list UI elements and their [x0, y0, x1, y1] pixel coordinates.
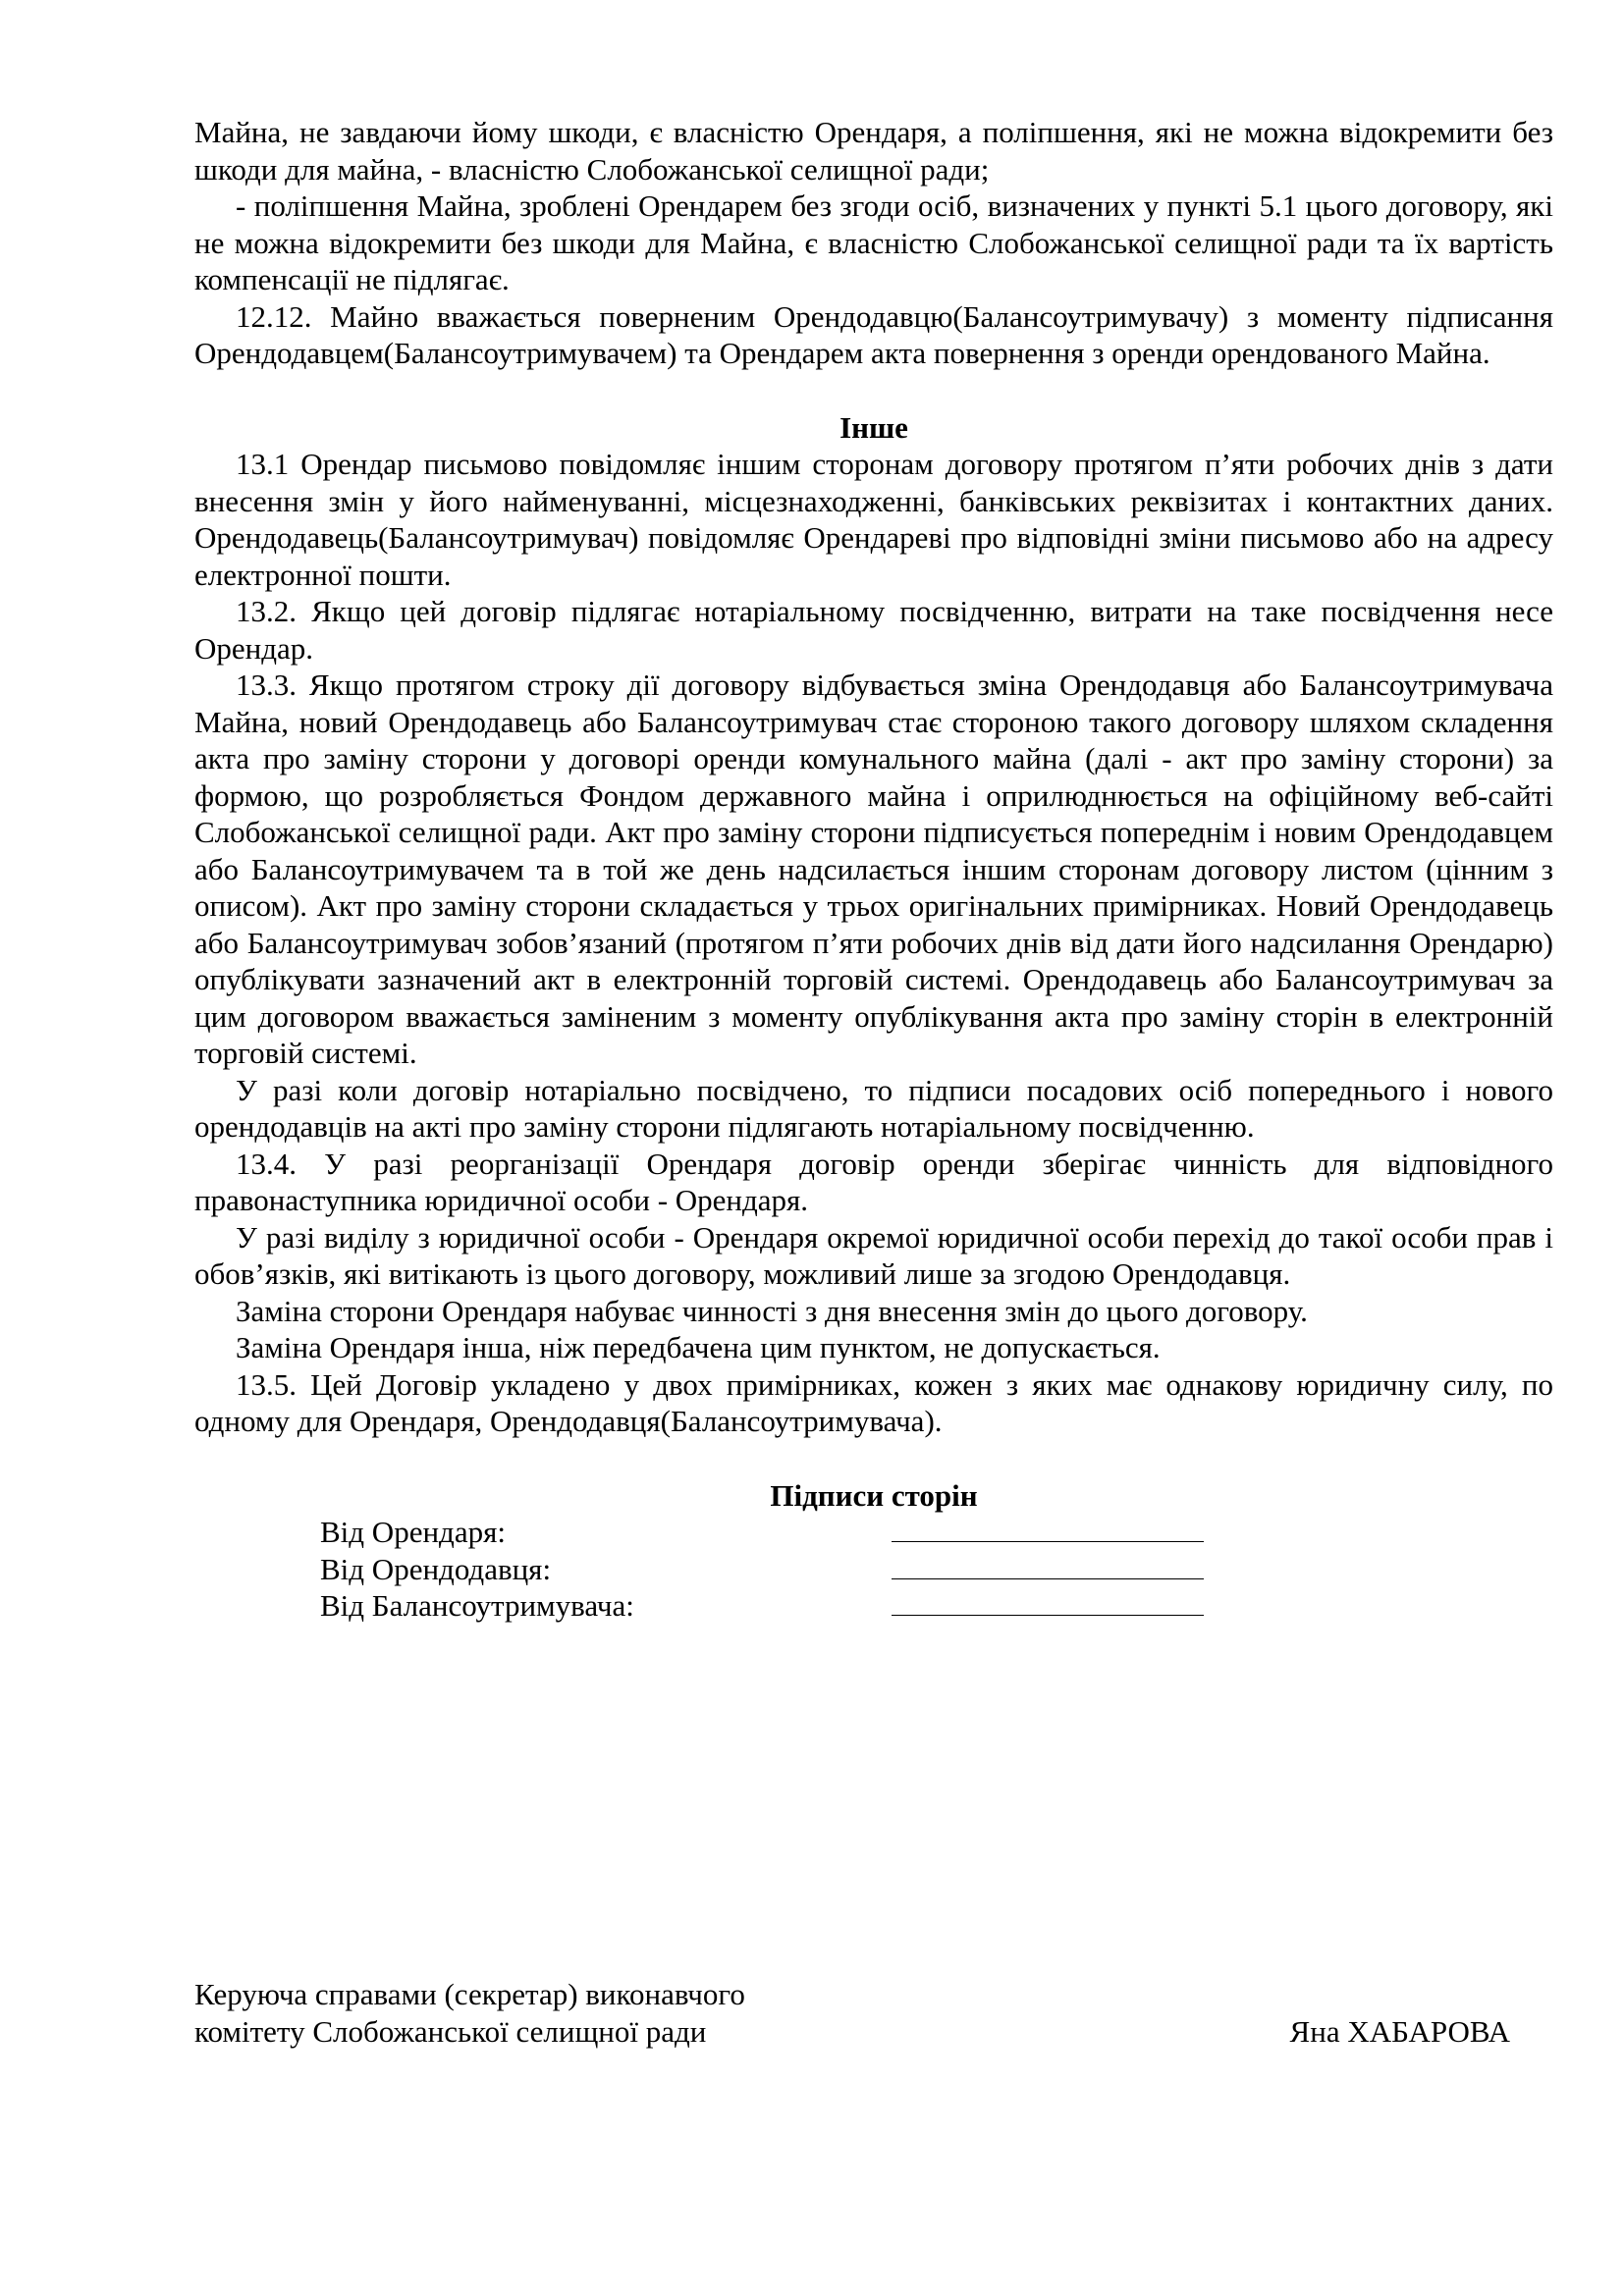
paragraph-separation: У разі виділу з юридичної особи - Орендаря окремої юридичної особи перехід до такої особи прав і обов’язків, які витікають із цього договору, можливий лише за згодою Орендодавця. — [194, 1219, 1553, 1291]
section-title-other: Інше — [839, 409, 908, 445]
signature-line — [892, 1551, 1204, 1579]
document-body — [194, 114, 1553, 1625]
paragraph-13-2: 13.2. Якщо цей договір підлягає нотаріальному посвідченню, витрати на таке посвідчення несе Орендар. — [194, 594, 1553, 666]
signature-line — [892, 1587, 1204, 1616]
signature-label: Від Орендаря: — [320, 1515, 506, 1549]
paragraph-13-3: 13.3. Якщо протягом строку дії договору відбувається зміна Орендодавця або Балансоутримувача Майна, новий Орендодавець або Балансоутримувач стає стороною такого договору шляхом складення акта про заміну сторони у договорі оренди комунального майна (далі - акт про заміну сторони) за формою, що розробляється Фондом державного майна і оприлюднюється на офіційному веб-сайті Слобожанської селищної ради. Акт про заміну сторони підписується попереднім і новим Орендодавцем або Балансоутримувачем та в той же день надсилається іншим сторонам договору листом (цінним з описом). Акт про заміну сторони складається у трьох оригінальних примірниках. Новий Орендодавець або Балансоутримувач зобов’язаний (протягом п’яти робочих днів від дати його надсилання Орендарю) опублікувати зазначений акт в електронній торговій системі. Орендодавець або Балансоутримувач за цим договором вважається заміненим з моменту опублікування акта про заміну сторін в електронній торговій системі. — [194, 667, 1553, 1070]
signature-label: Від Балансоутримувача: — [320, 1588, 634, 1623]
document-footer — [194, 1976, 1510, 2051]
signature-line — [892, 1514, 1204, 1542]
signatory-row — [194, 2013, 1510, 2051]
paragraph-12-12: 12.12. Майно вважається повернeним Орендодавцю(Балансоутримувачу) з моменту підписання Орендодавцем(Балансоутримувачем) та Орендарем акта повернення з оренди орендованого Майна. — [194, 298, 1553, 370]
paragraph-notarial: У разі коли договір нотаріально посвідчено, то підписи посадових осіб попереднього і нового орендодавців на акті про заміну сторони підлягають нотаріальному посвідченню. — [194, 1072, 1553, 1144]
paragraph-party-change: Заміна сторони Орендаря набуває чинності з дня внесення змін до цього договору. — [236, 1293, 1308, 1328]
signature-row-balance-holder — [320, 1587, 1204, 1625]
paragraph-no-other-change: Заміна Орендаря інша, ніж передбачена цим пунктом, не допускається. — [236, 1330, 1161, 1364]
paragraph-13-4: 13.4. У разі реорганізації Орендаря договір оренди зберігає чинність для відповідного правонаступника юридичної особи - Орендаря. — [194, 1146, 1553, 1217]
signature-row-tenant — [320, 1514, 1204, 1551]
signatory-name: Яна ХАБАРОВА — [1289, 2014, 1510, 2049]
paragraph-13-1: 13.1 Орендар письмово повідомляє іншим сторонам договору протягом п’яти робочих днів з дати внесення змін у його найменуванні, місцезнаходженні, банківських реквізитах і контактних даних. Орендодавець(Балансоутримувач) повідомляє Орендареві про відповідні зміни письмово або на адресу електронної пошти. — [194, 447, 1553, 592]
signatures-table — [320, 1514, 1204, 1625]
paragraph-improvements: - поліпшення Майна, зроблені Орендарем без згоди осіб, визначених у пункті 5.1 цього договору, які не можна відокремити без шкоди для Майна, є власністю Слобожанської селищної ради та їх вартість компенсації не підлягає. — [194, 188, 1553, 296]
signature-row-landlord — [320, 1551, 1204, 1588]
paragraph-13-5: 13.5. Цей Договір укладено у двох примірниках, кожен з яких має однакову юридичну силу, по одному для Орендаря, Орендодавця(Балансоутримувача). — [194, 1366, 1553, 1438]
signatory-position-line-2: комітету Слобожанської селищної ради — [194, 2014, 707, 2049]
paragraph-continuation: Майна, не завдаючи йому шкоди, є власністю Орендаря, а поліпшення, які не можна відокремити без шкоди для майна, - власністю Слобожанської селищної ради; — [194, 115, 1553, 187]
signature-label: Від Орендодавця: — [320, 1551, 552, 1586]
signatory-position-line-1: Керуюча справами (секретар) виконавчого — [194, 1977, 745, 2011]
signatures-title: Підписи сторін — [770, 1477, 978, 1513]
